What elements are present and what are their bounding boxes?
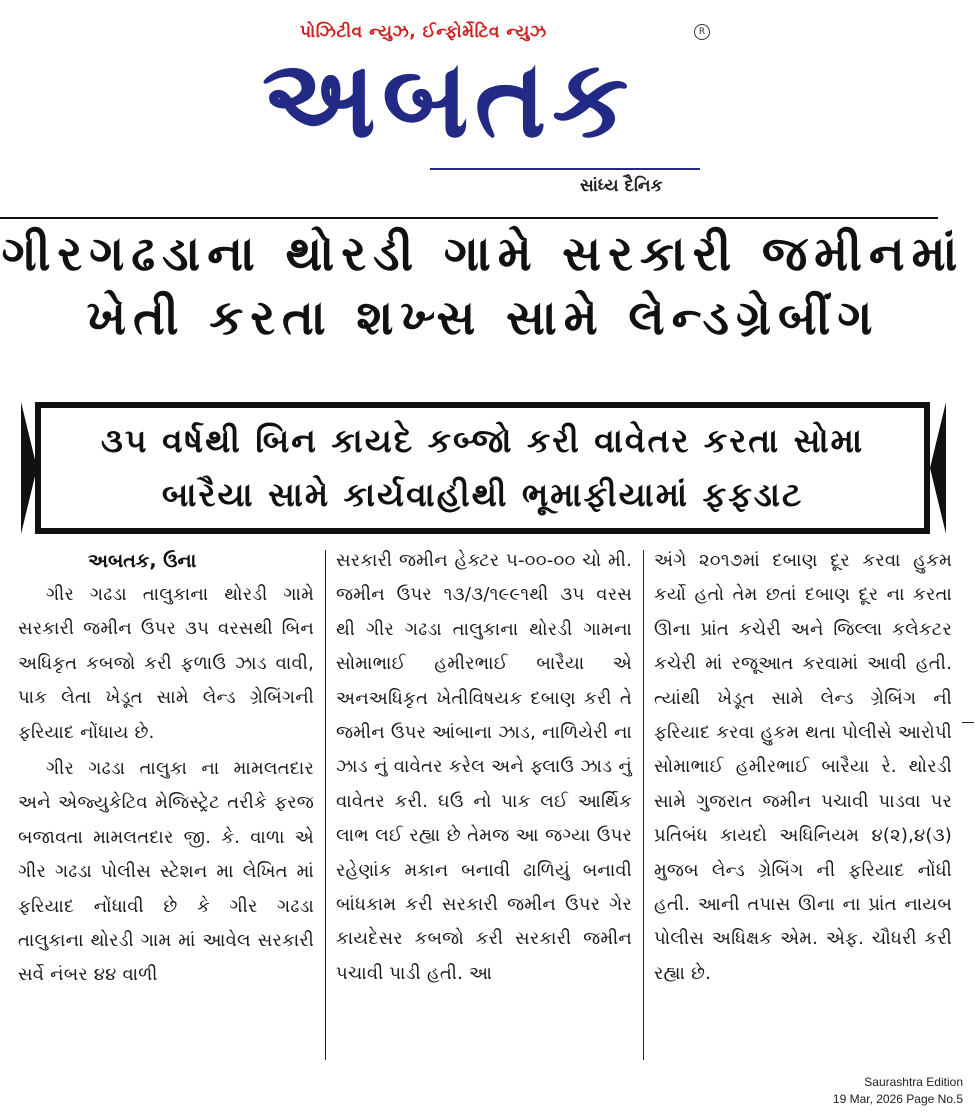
masthead-tagline: પોઝિટીવ ન્યુઝ, ઈન્ફોર્મેટિવ ન્યુઝ <box>300 22 547 42</box>
column-divider <box>643 550 644 1060</box>
margin-tick <box>962 722 974 723</box>
dateline: અબતક, ઉના <box>88 550 197 572</box>
masthead-divider <box>0 217 938 219</box>
edition-name: Saurashtra Edition <box>864 1075 963 1089</box>
subheadline-line-1: ૩૫ વર્ષથી બિન કાયદે કબ્જો કરી વાવેતર કરતા સોમા <box>100 421 865 460</box>
headline-line-2: ખેતી કરતા શખ્સ સામે લેન્ડગ્રેબીંગ <box>86 290 880 346</box>
column-divider <box>325 550 326 1060</box>
headline <box>0 222 966 350</box>
headline-line-1: ગીરગઢડાના થોરડી ગામે સરકારી જમીનમાં <box>1 226 965 282</box>
registered-mark-icon: R <box>694 24 710 40</box>
masthead <box>0 0 975 215</box>
article-paragraph: ગીર ગઢડા તાલુકાના થોરડી ગામે સરકારી જમીન ઉપર ૩૫ વરસથી બિન અધિકૃત કબજો કરી ફળાઉ ઝાડ વાવી, પાક લેતા ખેડૂત સામે લેન્ડ ગ્રેબિંગની ફરિયાદ નોંધાય છે. <box>18 584 314 743</box>
article-paragraph: ગીર ગઢડા તાલુકા ના મામલતદાર અને એજ્યુકેટિવ મેજિસ્ટ્રેટ તરીકે ફરજ બજાવતા મામલતદાર જી. કે. વાળા એ ગીર ગઢડા પોલીસ સ્ટેશન મા લેખિત માં ફરિયાદ નોંધાવી છે કે ગીર ગઢડા તાલુકાના થોરડી ગામ માં આવેલ સરકારી સર્વે નંબર ૪૪ વાળી <box>18 758 314 986</box>
masthead-subtitle: સાંધ્ય દૈનિક <box>580 176 663 196</box>
article-column-3 <box>654 544 952 991</box>
article-body <box>0 544 975 1064</box>
subheadline-box <box>35 402 930 534</box>
newspaper-logo: અબતક <box>262 37 635 162</box>
logo-underline <box>430 168 700 170</box>
article-column-1 <box>18 544 314 993</box>
edition-date-page: 19 Mar, 2026 Page No.5 <box>832 1092 963 1106</box>
article-paragraph: સરકારી જમીન હેક્ટર ૫-૦૦-૦૦ ચો મી. જમીન ઉપર ૧૩/૩/૧૯૯૧થી ૩૫ વરસ થી ગીર ગઢડા તાલુકાના થોરડી ગામના સોમાભાઈ હમીરભાઈ બારૈયા એ અનઅધિકૃત ખેતીવિષયક દબાણ કરી તે જમીન ઉપર આંબાના ઝાડ, નાળિયેરી ના ઝાડ નું વાવેતર કરેલ અને ફ્લાઉ ઝાડ નું વાવેતર કરી. ઘઉ નો પાક લઈ આર્થિક લાભ લઈ રહ્યા છે તેમજ આ જગ્યા ઉપર રહેણાંક મકાન બનાવી ઢાળિયું બનાવી બાંધકામ કરી સરકારી જમીન ઉપર ગેર કાયદેસર કબજો કરી સરકારી જમીન પચાવી પાડી હતી. આ <box>336 550 632 984</box>
subheadline-line-2: બારૈયા સામે કાર્યવાહીથી ભૂમાફીયામાં ફફડાટ <box>161 475 804 514</box>
article-column-2 <box>336 544 632 991</box>
edition-footer <box>833 1074 963 1108</box>
article-paragraph: અંગે ૨૦૧૭માં દબાણ દૂર કરવા હુકમ કર્યો હતો તેમ છતાં દબાણ દૂર ના કરતા ઊના પ્રાંત કચેરી અને જિલ્લા કલેકટર કચેરી માં રજૂઆત કરવામાં આવી હતી. ત્યાંથી ખેડૂત સામે લેન્ડ ગ્રેબિંગ ની ફરિયાદ કરવા હુકમ થતા પોલીસે આરોપી સોમાભાઈ હમીરભાઈ બારૈયા રે. થોરડી સામે ગુજરાત જમીન પચાવી પાડવા પર પ્રતિબંધ કાયદો અધિનિયમ ૪(૨),૪(૩) મુજબ લેન્ડ ગ્રેબિંગ ની ફરિયાદ નોંધી હતી. આની તપાસ ઊના ના પ્રાંત નાયબ પોલીસ અધિક્ષક એમ. એફ. ચૌધરી કરી રહ્યા છે. <box>654 550 952 984</box>
subheadline <box>41 414 924 522</box>
